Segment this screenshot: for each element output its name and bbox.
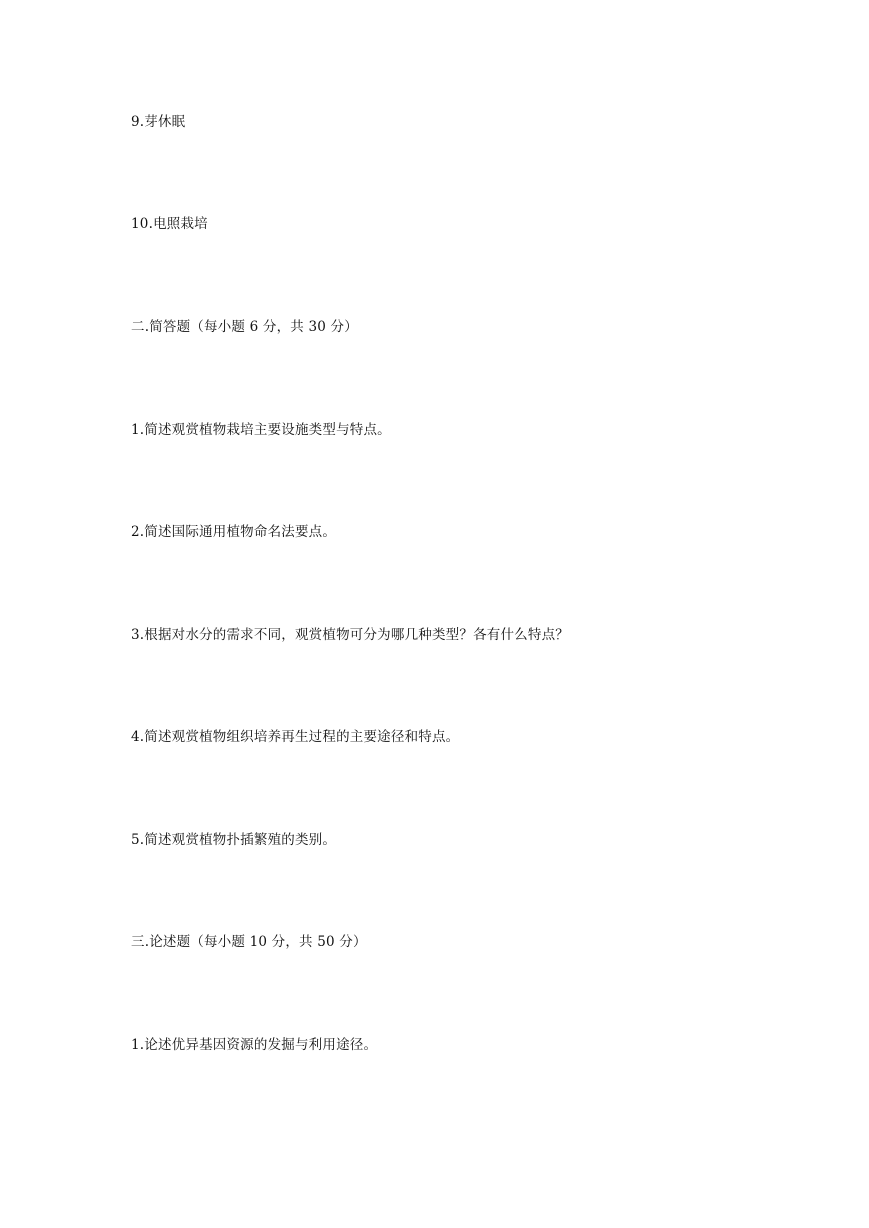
section-heading-short-answer: 二.简答题（每小题 6 分，共 30 分） <box>131 319 358 335</box>
term-item-9: 9.芽休眠 <box>131 114 186 130</box>
question-item-3: 3.根据对水分的需求不同，观赏植物可分为哪几种类型？各有什么特点？ <box>131 627 569 643</box>
question-item-5: 5.简述观赏植物扑插繁殖的类别。 <box>131 832 337 848</box>
question-item-2: 2.简述国际通用植物命名法要点。 <box>131 524 337 540</box>
question-item-4: 4.简述观赏植物组织培养再生过程的主要途径和特点。 <box>131 729 460 745</box>
section-heading-essay: 三.论述题（每小题 10 分，共 50 分） <box>131 934 367 950</box>
essay-item-1: 1.论述优异基因资源的发掘与利用途径。 <box>131 1037 378 1053</box>
question-item-1: 1.简述观赏植物栽培主要设施类型与特点。 <box>131 422 391 438</box>
term-item-10: 10.电照栽培 <box>131 216 208 232</box>
